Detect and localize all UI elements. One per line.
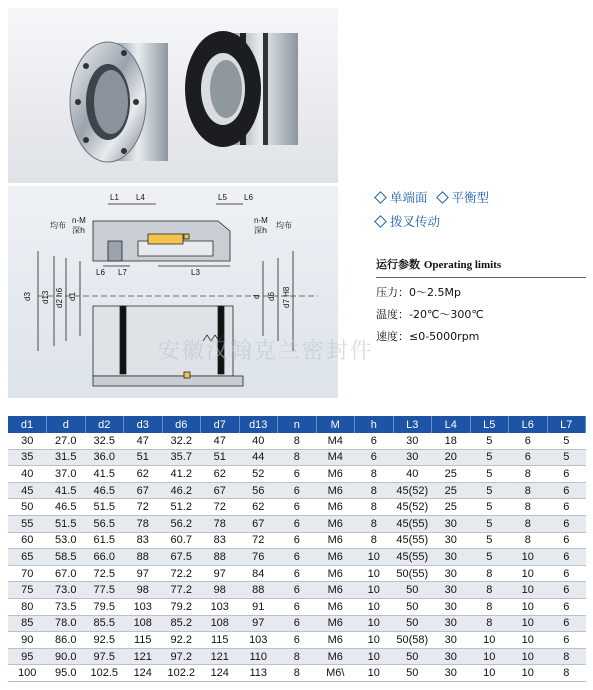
table-header-cell: d6 [162,416,201,433]
table-header-cell: d [47,416,86,433]
table-cell: 51 [201,449,240,466]
table-cell: 6 [278,466,317,483]
table-cell: 45(52) [393,482,432,499]
table-cell: 10 [509,648,548,665]
diamond-icon [374,215,387,228]
table-cell: 53.0 [47,532,86,549]
table-cell: 83 [124,532,163,549]
table-cell: 108 [201,615,240,632]
table-cell: 62 [239,499,278,516]
table-cell: 8 [509,499,548,516]
table-cell: 6 [547,582,586,599]
label-nm-left: n-M [72,216,86,225]
table-cell: 83 [201,532,240,549]
table-cell: 41.5 [85,466,124,483]
label-depth-right: 深h [254,226,268,235]
table-cell: 73.0 [47,582,86,599]
table-cell: 10 [509,665,548,682]
table-cell: 8 [470,598,509,615]
table-header-cell: h [355,416,394,433]
table-cell: M6 [316,582,355,599]
label-d1: d1 [68,292,77,301]
table-cell: 5 [470,515,509,532]
table-cell: 88 [239,582,278,599]
table-row [8,482,586,499]
table-cell: 6 [278,565,317,582]
table-cell: 47 [201,433,240,449]
table-cell: 84 [239,565,278,582]
table-cell: 77.5 [85,582,124,599]
table-cell: 30 [432,665,471,682]
table-cell: 10 [355,615,394,632]
table-cell: 8 [470,582,509,599]
table-cell: M6 [316,482,355,499]
operating-limits [376,256,586,344]
table-cell: 45(55) [393,515,432,532]
table-cell: 6 [278,632,317,649]
table-cell: 40 [393,466,432,483]
table-cell: 10 [355,665,394,682]
table-cell: 102.2 [162,665,201,682]
table-cell: 30 [393,449,432,466]
feature-item: 单端面 [376,188,428,206]
table-cell: 8 [509,532,548,549]
table-cell: 78 [201,515,240,532]
table-cell: M6 [316,565,355,582]
table-cell: 72.2 [162,565,201,582]
diamond-icon [436,191,449,204]
table-cell: 6 [547,532,586,549]
table-row [8,532,586,549]
table-cell: 72.5 [85,565,124,582]
table-cell: 45(55) [393,549,432,566]
table-cell: 62 [124,466,163,483]
table-cell: 8 [509,466,548,483]
table-row [8,515,586,532]
table-cell: 50(58) [393,632,432,649]
diamond-icon [374,191,387,204]
table-cell: 10 [509,565,548,582]
table-cell: 8 [278,648,317,665]
table-cell: 66.0 [85,549,124,566]
label-d13: d13 [41,290,50,304]
table-cell: 113 [239,665,278,682]
table-cell: 10 [470,648,509,665]
table-cell: 55 [8,515,47,532]
table-cell: 6 [278,532,317,549]
table-cell: 97 [201,565,240,582]
table-cell: 45(55) [393,532,432,549]
table-cell: 67.5 [162,549,201,566]
label-nm-right: n-M [254,216,268,225]
table-cell: M6 [316,632,355,649]
table-cell: 30 [432,515,471,532]
table-cell: 51 [124,449,163,466]
feature-line [376,212,586,230]
table-row [8,598,586,615]
table-header-cell: L5 [470,416,509,433]
table-cell: 121 [124,648,163,665]
table-cell: 10 [509,615,548,632]
table-cell: M6 [316,615,355,632]
operating-limits-rows [376,284,586,344]
table-cell: 56.2 [162,515,201,532]
table-cell: 6 [355,433,394,449]
seal-left-ring [70,42,168,162]
table-cell: 51.5 [47,515,86,532]
table-cell: 10 [509,598,548,615]
table-cell: 5 [470,482,509,499]
label-d: d [252,294,261,299]
table-cell: 8 [355,499,394,516]
table-cell: 85.2 [162,615,201,632]
spec-table [8,416,586,682]
table-cell: M4 [316,433,355,449]
table-cell: 51.5 [85,499,124,516]
table-cell: 8 [278,449,317,466]
table-cell: 6 [547,549,586,566]
operating-limits-title: 运行参数 Operating limits [376,256,586,278]
table-cell: 58.5 [47,549,86,566]
table-cell: 32.5 [85,433,124,449]
table-cell: 10 [470,665,509,682]
table-cell: 10 [509,632,548,649]
table-cell: 77.2 [162,582,201,599]
label-d7h8: d7 H8 [282,286,291,308]
feature-item: 拨叉传动 [376,212,440,230]
table-cell: 8 [547,665,586,682]
table-cell: 35.7 [162,449,201,466]
table-cell: 8 [355,515,394,532]
table-cell: 65 [8,549,47,566]
table-cell: 25 [432,466,471,483]
table-cell: 67 [201,482,240,499]
limit-row: 速度：≤0-5000rpm [376,330,480,343]
table-cell: 10 [470,632,509,649]
table-cell: 73.5 [47,598,86,615]
table-cell: 78.0 [47,615,86,632]
table-cell: 95 [8,648,47,665]
table-cell: 44 [239,449,278,466]
table-cell: 124 [201,665,240,682]
table-cell: 92.2 [162,632,201,649]
table-header-cell: d3 [124,416,163,433]
table-cell: 72 [201,499,240,516]
table-cell: 70 [8,565,47,582]
table-cell: 61.5 [85,532,124,549]
table-cell: 20 [432,449,471,466]
table-row [8,499,586,516]
table-cell: 115 [201,632,240,649]
table-cell: 121 [201,648,240,665]
table-cell: 98 [201,582,240,599]
feature-item: 平衡型 [438,188,490,206]
table-row [8,648,586,665]
table-cell: 100 [8,665,47,682]
label-l6-top: L6 [244,193,253,202]
table-cell: 72 [239,532,278,549]
table-cell: 91 [239,598,278,615]
label-l1: L1 [110,193,119,202]
table-cell: 76 [239,549,278,566]
table-cell: 97.2 [162,648,201,665]
table-cell: 6 [355,449,394,466]
table-cell: 56.5 [85,515,124,532]
table-header-cell: d13 [239,416,278,433]
table-cell: 97.5 [85,648,124,665]
table-cell: 6 [547,482,586,499]
table-cell: 30 [8,433,47,449]
table-cell: 6 [278,598,317,615]
table-cell: 32.2 [162,433,201,449]
table-cell: 75 [8,582,47,599]
table-cell: 41.5 [47,482,86,499]
label-d3: d3 [23,292,32,301]
table-cell: 115 [124,632,163,649]
limit-row: 温度：-20℃～300℃ [376,308,484,321]
table-cell: 46.2 [162,482,201,499]
table-cell: 88 [201,549,240,566]
table-cell: M6 [316,549,355,566]
table-cell: 67 [124,482,163,499]
table-cell: 8 [355,482,394,499]
table-cell: 6 [509,449,548,466]
table-cell: M6 [316,532,355,549]
table-cell: 50 [393,665,432,682]
table-row [8,615,586,632]
table-cell: 56 [239,482,278,499]
label-l7: L7 [118,268,127,277]
label-d2h6: d2 h6 [55,287,64,308]
table-cell: 30 [432,615,471,632]
table-cell: 6 [278,515,317,532]
table-cell: 72 [124,499,163,516]
table-cell: 35 [8,449,47,466]
table-cell: 8 [355,532,394,549]
table-cell: 46.5 [85,482,124,499]
table-cell: 6 [547,632,586,649]
table-cell: 98 [124,582,163,599]
table-cell: 50 [8,499,47,516]
table-cell: 85.5 [85,615,124,632]
table-cell: M6 [316,466,355,483]
table-cell: 6 [278,549,317,566]
table-cell: 36.0 [85,449,124,466]
table-header-cell: d7 [201,416,240,433]
table-cell: 5 [470,466,509,483]
table-cell: 8 [509,482,548,499]
table-cell: 8 [509,515,548,532]
table-cell: 6 [547,565,586,582]
technical-drawing [8,186,375,398]
table-cell: 5 [470,433,509,449]
table-cell: 37.0 [47,466,86,483]
label-l5: L5 [218,193,227,202]
table-cell: 30 [432,598,471,615]
table-cell: 30 [432,565,471,582]
table-cell: 47 [124,433,163,449]
table-cell: 90.0 [47,648,86,665]
table-cell: 30 [432,582,471,599]
table-cell: 8 [547,648,586,665]
table-cell: 5 [470,549,509,566]
table-cell: 97 [239,615,278,632]
table-header-cell: d2 [85,416,124,433]
table-cell: 60 [8,532,47,549]
table-cell: 6 [547,615,586,632]
table-cell: 8 [470,565,509,582]
table-cell: M6\ [316,665,355,682]
table-cell: 5 [547,433,586,449]
table-cell: 60.7 [162,532,201,549]
table-cell: 110 [239,648,278,665]
table-cell: 10 [355,582,394,599]
table-cell: 6 [547,515,586,532]
table-row [8,565,586,582]
table-cell: 45(52) [393,499,432,516]
table-cell: 78 [124,515,163,532]
table-cell: 67.0 [47,565,86,582]
table-cell: 10 [355,565,394,582]
table-cell: 103 [201,598,240,615]
table-cell: 103 [124,598,163,615]
table-cell: 8 [470,615,509,632]
table-header-cell: L6 [509,416,548,433]
table-cell: 67 [239,515,278,532]
table-row [8,632,586,649]
table-header-cell: L4 [432,416,471,433]
table-header-cell: n [278,416,317,433]
table-body [8,433,586,681]
table-cell: 25 [432,482,471,499]
table-cell: 10 [509,549,548,566]
table-cell: 30 [432,549,471,566]
table-cell: 6 [509,433,548,449]
table-cell: 62 [201,466,240,483]
product-photo [8,8,338,183]
table-cell: 79.2 [162,598,201,615]
table-cell: 40 [8,466,47,483]
table-cell: M4 [316,449,355,466]
label-d6: d6 [267,292,276,301]
table-cell: 80 [8,598,47,615]
table-cell: M6 [316,515,355,532]
table-cell: 102.5 [85,665,124,682]
table-cell: 30 [393,433,432,449]
feature-list [376,188,586,236]
feature-line [376,188,586,206]
label-even-right: 均布 [276,221,292,230]
table-cell: 95.0 [47,665,86,682]
table-row [8,449,586,466]
table-cell: 6 [278,615,317,632]
table-cell: 40 [239,433,278,449]
table-cell: 5 [547,449,586,466]
table-cell: 10 [355,598,394,615]
table-cell: 50 [393,648,432,665]
table-cell: 8 [278,665,317,682]
seal-right-ring [185,31,298,147]
limit-row: 压力：0～2.5Mp [376,286,461,299]
table-cell: 30 [432,532,471,549]
table-cell: 10 [355,632,394,649]
table-cell: 52 [239,466,278,483]
table-cell: 46.5 [47,499,86,516]
table-cell: 31.5 [47,449,86,466]
table-cell: 30 [432,648,471,665]
table-cell: 5 [470,449,509,466]
table-cell: 92.5 [85,632,124,649]
table-cell: 50(55) [393,565,432,582]
table-cell: 103 [239,632,278,649]
table-header-cell: L7 [547,416,586,433]
table-row [8,582,586,599]
table-cell: 10 [355,648,394,665]
table-cell: 30 [432,632,471,649]
table-cell: M6 [316,598,355,615]
label-depth-left: 深h [72,226,86,235]
table-cell: 6 [547,499,586,516]
table-row [8,433,586,449]
table-header-cell: d1 [8,416,47,433]
table-cell: 85 [8,615,47,632]
table-header-cell: M [316,416,355,433]
table-cell: 88 [124,549,163,566]
table-header-cell: L3 [393,416,432,433]
table-cell: 45 [8,482,47,499]
table-cell: 6 [278,482,317,499]
label-l4: L4 [136,193,145,202]
table-cell: 6 [278,499,317,516]
table-cell: M6 [316,648,355,665]
table-cell: 6 [278,582,317,599]
table-row [8,665,586,682]
table-cell: 50 [393,582,432,599]
table-cell: 8 [278,433,317,449]
label-l3: L3 [191,268,200,277]
table-cell: 6 [547,598,586,615]
table-cell: 90 [8,632,47,649]
table-cell: M6 [316,499,355,516]
table-cell: 79.5 [85,598,124,615]
table-cell: 86.0 [47,632,86,649]
table-header-row [8,416,586,433]
table-cell: 51.2 [162,499,201,516]
table-cell: 5 [470,532,509,549]
label-l6-bottom: L6 [96,268,105,277]
table-cell: 50 [393,598,432,615]
table-cell: 10 [355,549,394,566]
table-row [8,466,586,483]
table-cell: 25 [432,499,471,516]
table-cell: 5 [470,499,509,516]
table-cell: 97 [124,565,163,582]
table-cell: 10 [509,582,548,599]
table-cell: 8 [355,466,394,483]
table-cell: 6 [547,466,586,483]
table-cell: 18 [432,433,471,449]
table-cell: 41.2 [162,466,201,483]
table-row [8,549,586,566]
watermark-text: 安徽汉翰克兰密封件 [158,339,375,364]
label-even-left: 均布 [50,221,66,230]
table-cell: 27.0 [47,433,86,449]
table-cell: 108 [124,615,163,632]
table-cell: 50 [393,615,432,632]
table-cell: 124 [124,665,163,682]
